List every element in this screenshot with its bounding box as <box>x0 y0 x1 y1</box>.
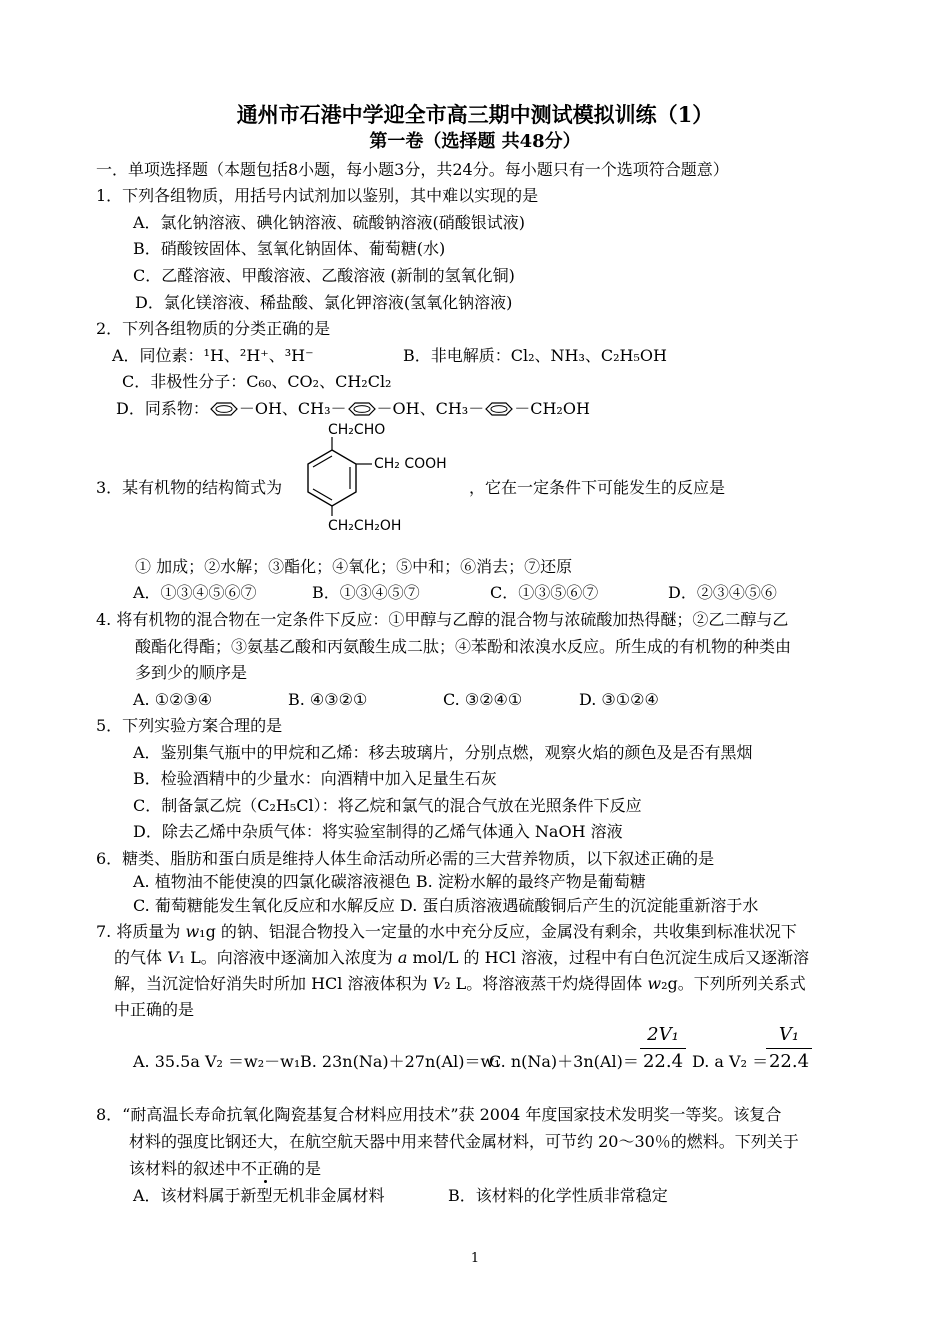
benzene-ring-icon <box>347 402 377 416</box>
formula-part-1: －OH、CH₃－ <box>238 399 347 418</box>
fraction-numerator: V₁ <box>766 1024 812 1049</box>
question-3-option-b: B．①③④⑤⑦ <box>312 583 420 602</box>
question-1-option-a: A．氯化钠溶液、碘化钠溶液、硫酸钠溶液(硝酸银试液) <box>133 213 526 232</box>
text-run: ₁g 的钠、铝混合物投入一定量的水中充分反应，金属没有剩余，共收集到标准状况下 <box>199 922 797 941</box>
question-8-option-a: A．该材料属于新型无机非金属材料 <box>133 1186 385 1205</box>
var-v: V <box>167 948 179 967</box>
question-5-option-b: B．检验酒精中的少量水：向酒精中加入足量生石灰 <box>133 769 497 788</box>
question-1-option-d: D．氯化镁溶液、稀盐酸、氯化钾溶液(氢氧化钠溶液) <box>135 293 513 312</box>
var-w: w <box>185 922 200 941</box>
text-run: ₂g。下列所列关系式 <box>661 974 806 993</box>
fraction-numerator: 2V₁ <box>640 1024 686 1049</box>
question-7-option-a: A. 35.5a V₂ ＝w₂－w₁ <box>133 1052 301 1071</box>
question-8-stem-line-2: 材料的强度比钢还大，在航空航天器中用来替代金属材料，可节约 20～30％的燃料。下列关于 <box>129 1132 799 1151</box>
question-5-option-c: C．制备氯乙烷（C₂H₅Cl）：将乙烷和氯气的混合气放在光照条件下反应 <box>133 796 642 815</box>
question-7-stem-line-1 <box>96 922 797 942</box>
question-3-option-c: C．①③⑤⑥⑦ <box>490 583 599 602</box>
question-7-stem-line-3 <box>114 974 806 994</box>
text-run: 的气体 <box>114 948 168 967</box>
structural-formula <box>302 418 472 542</box>
question-1-stem: 1．下列各组物质，用括号内试剂加以鉴别，其中难以实现的是 <box>96 186 539 205</box>
question-4-stem-line-1: 4. 将有机物的混合物在一定条件下反应：①甲醇与乙醇的混合物与浓硫酸加热得醚；②乙二醇与乙 <box>96 610 789 629</box>
question-4-option-c: C. ③②④① <box>443 690 523 709</box>
question-3-reactions: ① 加成；②水解；③酯化；④氧化；⑤中和；⑥消去；⑦还原 <box>135 557 573 576</box>
text-run: ₁ L。向溶液中逐滴加入浓度为 <box>178 948 398 967</box>
var-w: w <box>647 974 662 993</box>
question-2-option-d <box>116 399 590 419</box>
question-5-option-a: A．鉴别集气瓶中的甲烷和乙烯：移去玻璃片，分别点燃，观察火焰的颜色及是否有黑烟 <box>133 743 753 762</box>
question-2-stem: 2．下列各组物质的分类正确的是 <box>96 319 331 338</box>
var-v: V <box>432 974 445 993</box>
question-8-stem-line-1: 8．“耐高温长寿命抗氧化陶瓷基复合材料应用技术”获 2004 年度国家技术发明奖一等奖。该复合 <box>96 1105 782 1124</box>
question-4-option-a: A. ①②③④ <box>133 690 213 709</box>
page-number: 1 <box>470 1251 480 1266</box>
page-title: 通州市石港中学迎全市高三期中测试模拟训练（1） <box>236 102 714 127</box>
text-run: ₂ L。将溶液蒸干灼烧得固体 <box>444 974 648 993</box>
fraction-2v1-over-22-4 <box>640 1024 686 1073</box>
formula-part-3: －CH₂OH <box>514 399 590 418</box>
text-run: 解，当沉淀恰好消失时所加 HCl 溶液体积为 <box>114 974 433 993</box>
substituent-right: CH₂ COOH <box>374 456 447 472</box>
emphasized-word: 不正确 <box>241 1159 290 1178</box>
question-7-option-d: D. a V₂ ＝ <box>692 1052 769 1071</box>
text-run: 7. 将质量为 <box>96 922 186 941</box>
question-4-option-d: D. ③①②④ <box>579 690 659 709</box>
question-8-stem-line-3 <box>129 1159 321 1179</box>
question-8-option-b: B．该材料的化学性质非常稳定 <box>448 1186 668 1205</box>
question-6-stem: 6．糖类、脂肪和蛋白质是维持人体生命活动所必需的三大营养物质，以下叙述正确的是 <box>96 849 715 868</box>
section-instructions: 一．单项选择题（本题包括8小题，每小题3分，共24分。每小题只有一个选项符合题意） <box>96 160 729 179</box>
question-7-option-c: C. n(Na)＋3n(Al)＝ <box>489 1052 639 1071</box>
benzene-ring-icon <box>209 402 239 416</box>
var-a: a <box>397 948 408 967</box>
text-run: 该材料的叙述中 <box>129 1159 242 1178</box>
text-run: 的是 <box>289 1159 322 1178</box>
formula-part-2: －OH、CH₃－ <box>376 399 485 418</box>
question-6-options-cd: C. 葡萄糖能发生氧化反应和水解反应 D. 蛋白质溶液遇硫酸铜后产生的沉淀能重新溶于水 <box>133 896 759 915</box>
question-3-option-d: D．②③④⑤⑥ <box>668 583 777 602</box>
question-4-stem-line-3: 多到少的顺序是 <box>135 663 248 682</box>
question-2-option-b: B．非电解质：Cl₂、NH₃、C₂H₅OH <box>403 346 667 365</box>
fraction-denominator: 22.4 <box>642 1051 684 1072</box>
substituent-bottom: CH₂CH₂OH <box>328 518 402 534</box>
question-2-option-a: A．同位素：¹H、²H⁺、³H⁻ <box>112 346 314 365</box>
question-1-option-c: C．乙醛溶液、甲酸溶液、乙酸溶液 (新制的氢氧化铜) <box>133 266 515 285</box>
question-5-stem: 5．下列实验方案合理的是 <box>96 716 283 735</box>
section-title: 第一卷（选择题 共48分） <box>369 131 581 152</box>
text-run: mol/L 的 HCl 溶液，过程中有白色沉淀生成后又逐渐溶 <box>407 948 810 967</box>
question-4-option-b: B. ④③②① <box>288 690 368 709</box>
question-7-stem-line-2 <box>114 948 809 968</box>
question-3-option-a: A．①③④⑤⑥⑦ <box>133 583 257 602</box>
question-6-options-ab: A. 植物油不能使溴的四氯化碳溶液褪色 B. 淀粉水解的最终产物是葡萄糖 <box>133 872 646 891</box>
benzene-ring-icon <box>484 402 514 416</box>
question-2-option-c: C．非极性分子：C₆₀、CO₂、CH₂Cl₂ <box>122 372 392 391</box>
question-1-option-b: B．硝酸铵固体、氢氧化钠固体、葡萄糖(水) <box>133 239 446 258</box>
substituent-top: CH₂CHO <box>328 422 386 438</box>
question-3-stem: 3．某有机物的结构简式为 <box>96 478 283 497</box>
fraction-v1-over-22-4 <box>766 1024 812 1073</box>
question-3-stem-tail: ，它在一定条件下可能发生的反应是 <box>469 478 726 497</box>
option-d-label: D．同系物： <box>116 399 209 418</box>
question-5-option-d: D．除去乙烯中杂质气体：将实验室制得的乙烯气体通入 NaOH 溶液 <box>133 822 623 841</box>
fraction-denominator: 22.4 <box>768 1051 810 1072</box>
question-7-option-b: B. 23n(Na)＋27n(Al)＝w₁ <box>300 1052 501 1071</box>
question-4-stem-line-2: 酸酯化得酯；③氨基乙酸和丙氨酸生成二肽；④苯酚和浓溴水反应。所生成的有机物的种类由 <box>135 637 792 656</box>
question-7-stem-line-4: 中正确的是 <box>114 1000 195 1019</box>
